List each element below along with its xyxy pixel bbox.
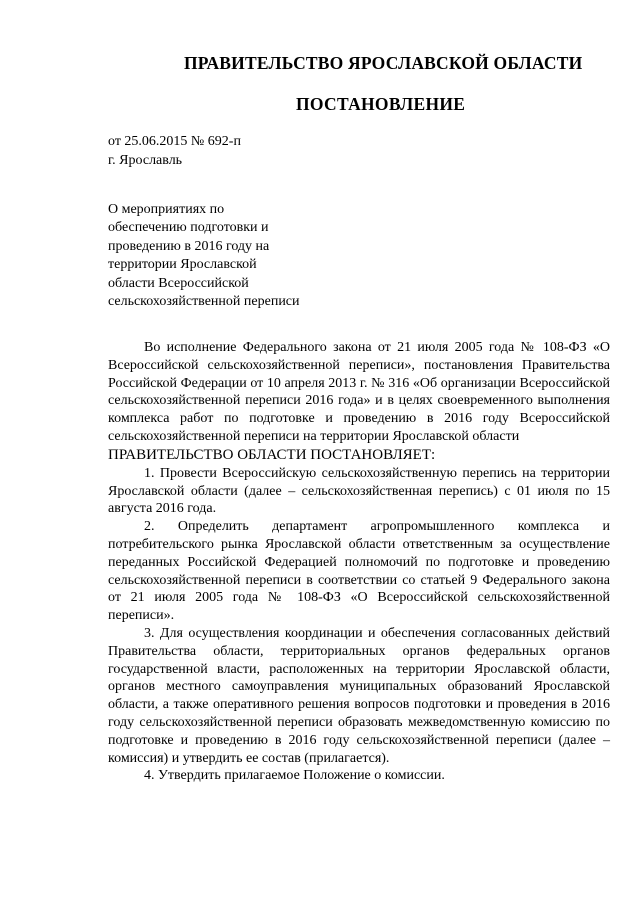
government-title: ПРАВИТЕЛЬСТВО ЯРОСЛАВСКОЙ ОБЛАСТИ [184,53,583,73]
item-2-paragraph: 2. Определить департамент агропромышленного комплекса и потребительского рынка Ярославской области ответственным за осуществление переданных Российской Федерацией полномочий по подготовке и проведению сельскохозяйственной переписи в соответствии со статьей 9 Федерального закона от 21 июля 2005 года № 108-ФЗ «О Всероссийской сельскохозяйственной переписи». [108,519,610,624]
subject-line: обеспечению подготовки и [108,220,269,236]
document-type-title: ПОСТАНОВЛЕНИЕ [296,94,466,114]
date-number: от 25.06.2015 № 692-п [108,134,241,149]
subject-line: территории Ярославской [108,257,257,273]
city: г. Ярославль [108,153,183,168]
subject-line: сельскохозяйственной переписи [108,294,300,310]
document-meta [108,132,241,170]
subject-line: проведению в 2016 году на [108,238,270,254]
document-body [108,339,610,785]
subject-line: области Всероссийской [108,275,249,291]
preamble-paragraph: Во исполнение Федерального закона от 21 июля 2005 года № 108-ФЗ «О Всероссийской сельскохозяйственной переписи», постановления Правительства Российской Федерации от 10 апреля 2013 г. № 316 «Об организации Всероссийской сельскохозяйственной переписи 2016 года» и в целях своевременного выполнения комплекса работ по подготовке и проведению в 2016 году Всероссийской сельскохозяйственной переписи на территории Ярославской области [108,340,610,444]
document-subject [108,201,348,311]
item-4-paragraph: 4. Утвердить прилагаемое Положение о комиссии. [144,768,445,784]
item-3-paragraph: 3. Для осуществления координации и обеспечения согласованных действий Правительства области, территориальных органов федеральных органов государственной власти, расположенных на территории Ярославской области, органов местного самоуправления муниципальных образований Ярославской области, а также оперативного решения вопросов подготовки и проведения в 2016 году сельскохозяйственной переписи образовать межведомственную комиссию по подготовке и проведению в 2016 году сельскохозяйственной переписи (далее – комиссия) и утвердить ее состав (прилагается). [108,625,610,766]
item-1-paragraph: 1. Провести Всероссийскую сельскохозяйственную перепись на территории Ярославской области (далее – сельскохозяйственная перепись) с 01 июля по 15 августа 2016 года. [108,465,610,517]
subject-line: О мероприятиях по [108,202,225,217]
decree-line: ПРАВИТЕЛЬСТВО ОБЛАСТИ ПОСТАНОВЛЯЕТ: [108,446,436,463]
